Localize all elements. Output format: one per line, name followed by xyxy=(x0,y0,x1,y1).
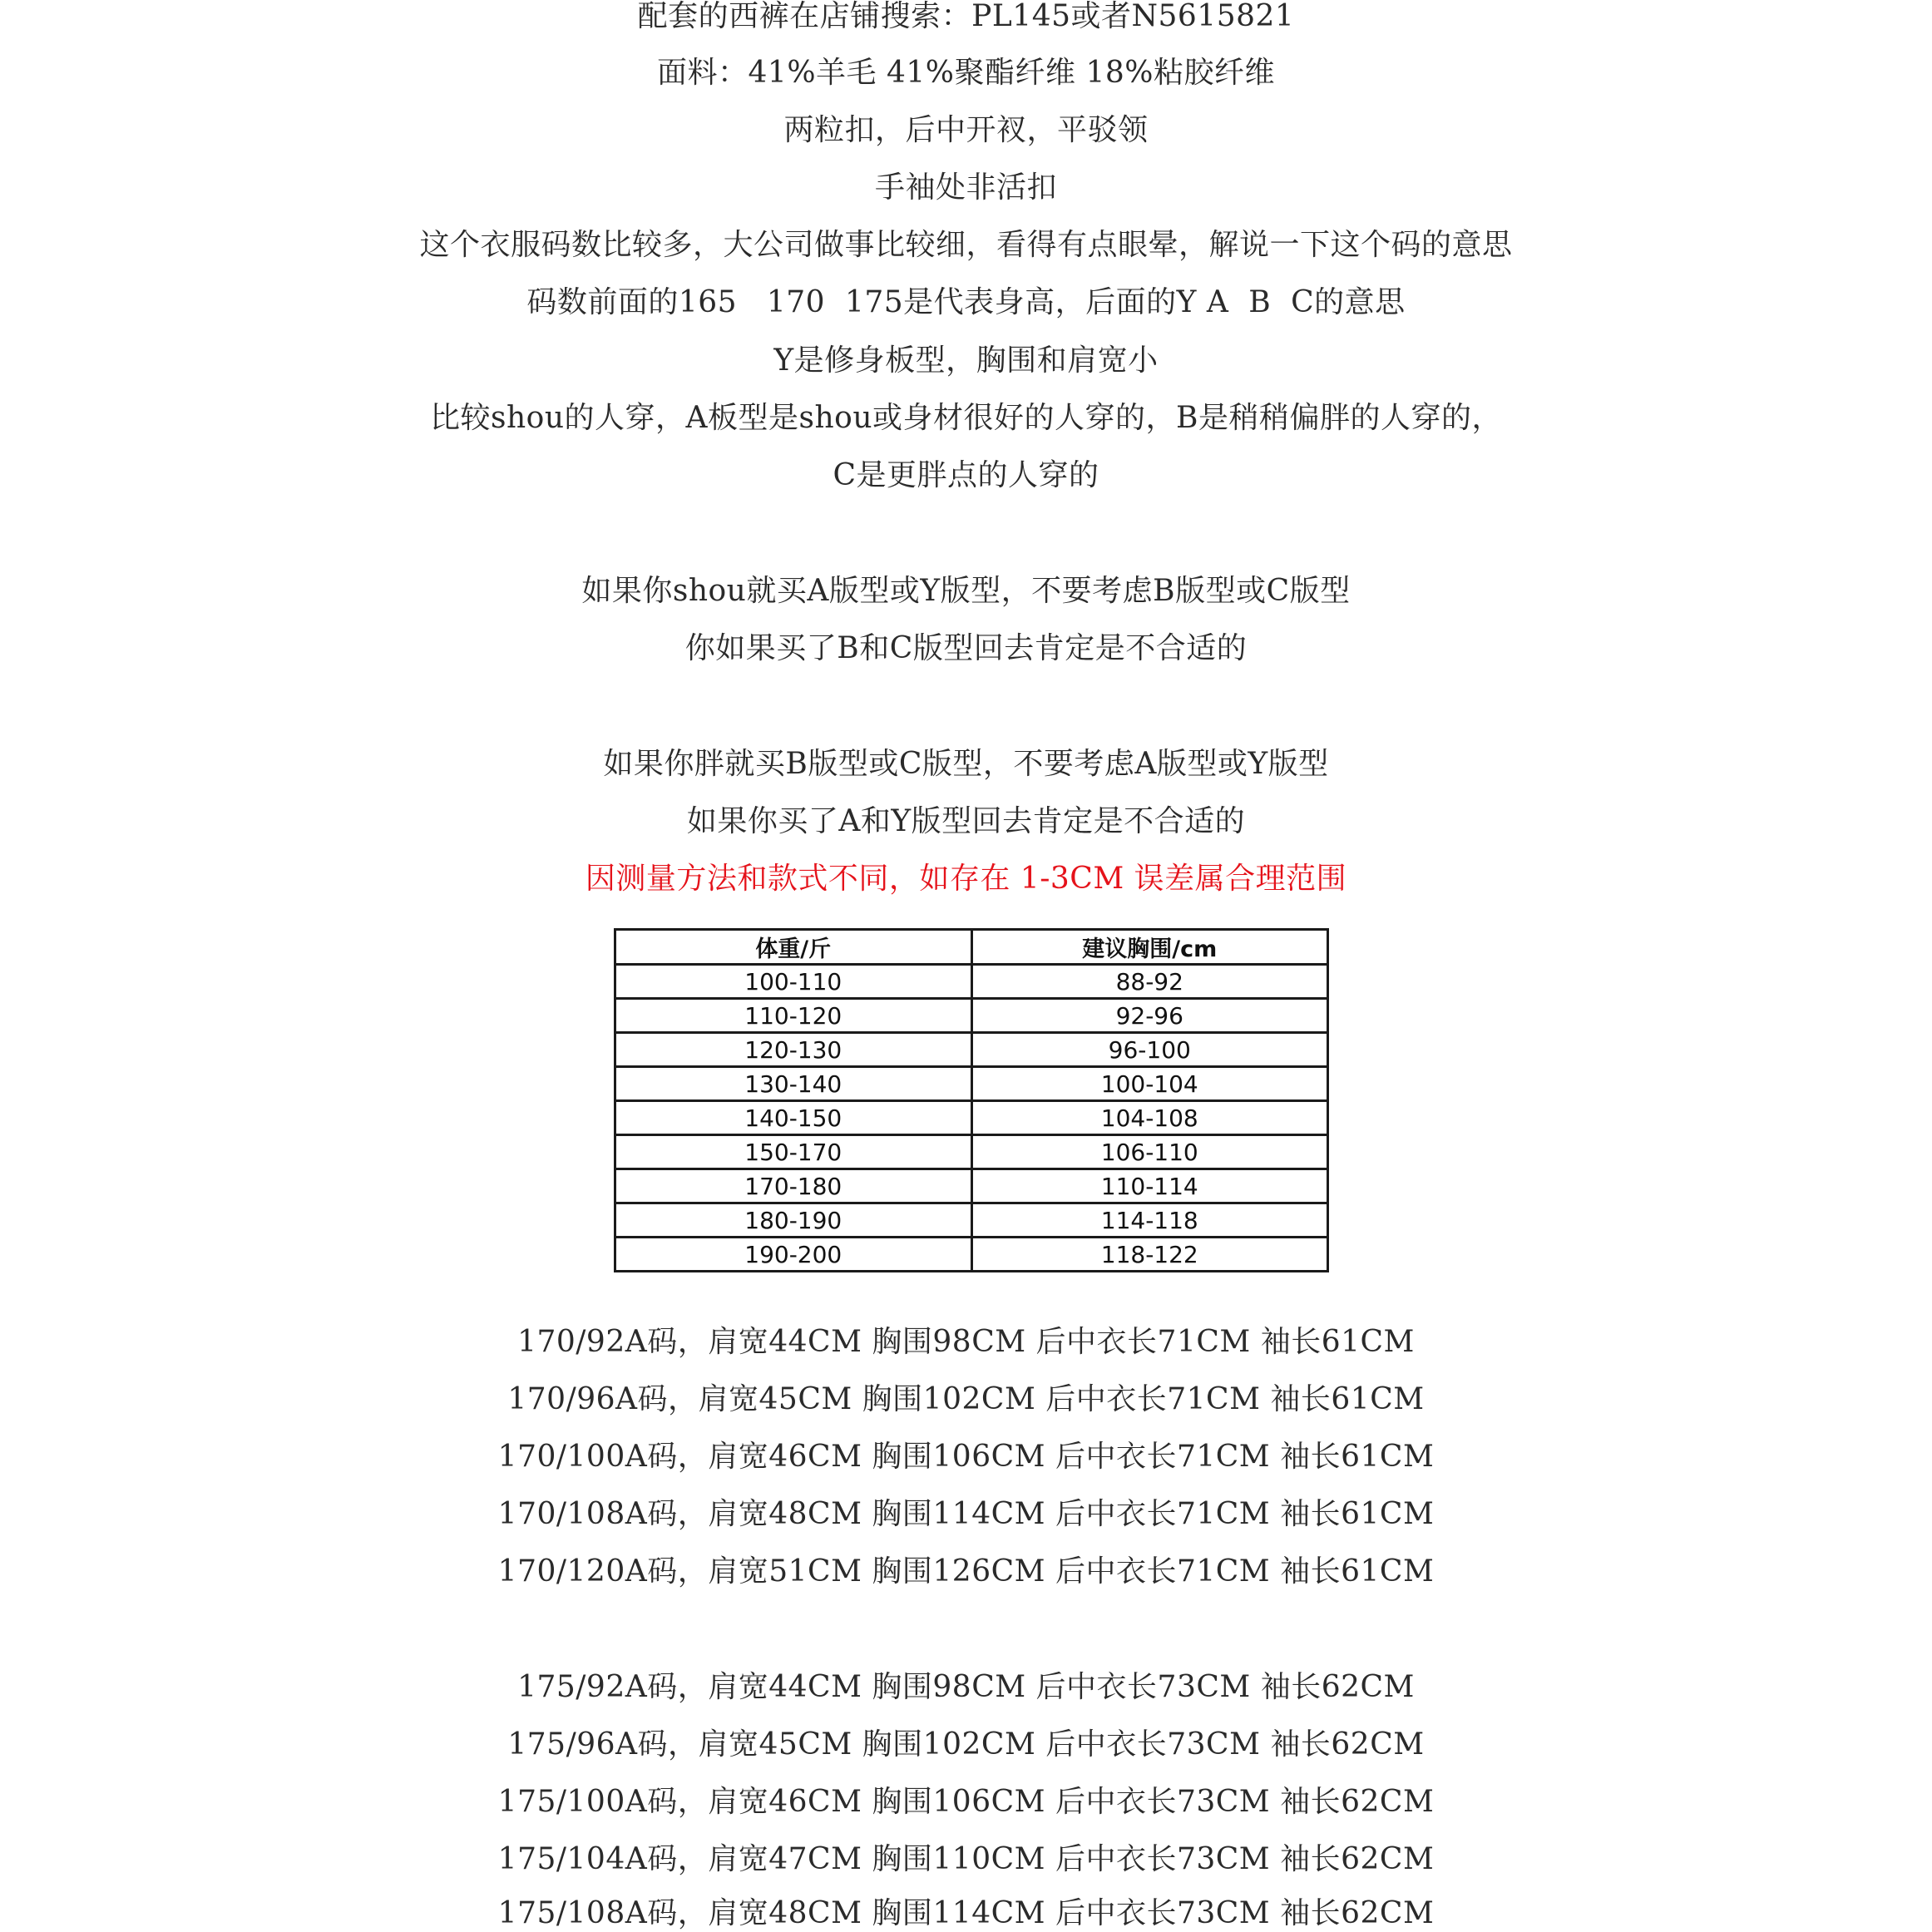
size-spec-line: 170/100A码，肩宽46CM 胸围106CM 后中衣长71CM 袖长61CM xyxy=(497,1440,1435,1474)
table-row xyxy=(615,1135,1328,1169)
chest-cell: 104-108 xyxy=(971,1101,1328,1135)
c-fit-text: C是更胖点的人穿的 xyxy=(833,458,1099,492)
weight-cell: 140-150 xyxy=(615,1101,972,1135)
table-row xyxy=(615,999,1328,1033)
weight-column-header: 体重/斤 xyxy=(615,930,972,965)
y-fit-text: Y是修身板型，胸围和肩宽小 xyxy=(773,343,1159,378)
chest-column-header: 建议胸围/cm xyxy=(971,930,1328,965)
pants-search-text: 配套的西裤在店铺搜索：PL145或者N5615821 xyxy=(637,0,1295,33)
table-header-row xyxy=(615,930,1328,965)
chest-cell: 100-104 xyxy=(971,1067,1328,1101)
chest-cell: 114-118 xyxy=(971,1203,1328,1238)
weight-cell: 100-110 xyxy=(615,965,972,999)
weight-cell: 180-190 xyxy=(615,1203,972,1238)
table-row xyxy=(615,965,1328,999)
size-intro-text: 这个衣服码数比较多，大公司做事比较细，看得有点眼晕，解说一下这个码的意思 xyxy=(419,228,1513,262)
weight-cell: 130-140 xyxy=(615,1067,972,1101)
table-row xyxy=(615,1101,1328,1135)
size-spec-line: 175/100A码，肩宽46CM 胸围106CM 后中衣长73CM 袖长62CM xyxy=(497,1785,1435,1819)
table-row xyxy=(615,1033,1328,1067)
fat-warning-text: 如果你买了A和Y版型回去肯定是不合适的 xyxy=(686,804,1246,838)
size-spec-line: 170/92A码，肩宽44CM 胸围98CM 后中衣长71CM 袖长61CM xyxy=(517,1325,1415,1359)
ab-fit-text: 比较shou的人穿，A板型是shou或身材很好的人穿的，B是稍稍偏胖的人穿的， xyxy=(430,401,1502,435)
thin-warning-text: 你如果买了B和C版型回去肯定是不合适的 xyxy=(684,631,1248,665)
sleeve-text: 手袖处非活扣 xyxy=(874,170,1057,205)
table-row xyxy=(615,1067,1328,1101)
weight-cell: 150-170 xyxy=(615,1135,972,1169)
weight-cell: 110-120 xyxy=(615,999,972,1033)
chest-cell: 88-92 xyxy=(971,965,1328,999)
weight-cell: 170-180 xyxy=(615,1169,972,1203)
fabric-text: 面料：41%羊毛 41%聚酯纤维 18%粘胶纤维 xyxy=(657,56,1275,90)
chest-cell: 96-100 xyxy=(971,1033,1328,1067)
size-spec-line: 170/96A码，肩宽45CM 胸围102CM 后中衣长71CM 袖长61CM xyxy=(507,1382,1425,1416)
chest-cell: 92-96 xyxy=(971,999,1328,1033)
size-spec-line: 175/96A码，肩宽45CM 胸围102CM 后中衣长73CM 袖长62CM xyxy=(507,1727,1425,1762)
chest-cell: 118-122 xyxy=(971,1238,1328,1272)
weight-cell: 120-130 xyxy=(615,1033,972,1067)
weight-chest-table xyxy=(614,928,1329,1272)
chest-cell: 106-110 xyxy=(971,1135,1328,1169)
table-row xyxy=(615,1203,1328,1238)
table-row xyxy=(615,1169,1328,1203)
table-row xyxy=(615,1238,1328,1272)
height-meaning-text: 码数前面的165 170 175是代表身高，后面的Y A B C的意思 xyxy=(526,285,1406,319)
size-spec-line: 175/104A码，肩宽47CM 胸围110CM 后中衣长73CM 袖长62CM xyxy=(497,1842,1435,1876)
fat-buy-advice: 如果你胖就买B版型或C版型，不要考虑A版型或Y版型 xyxy=(603,747,1329,781)
chest-cell: 110-114 xyxy=(971,1169,1328,1203)
thin-buy-advice: 如果你shou就买A版型或Y版型，不要考虑B版型或C版型 xyxy=(581,574,1351,608)
buttons-text: 两粒扣，后中开衩，平驳领 xyxy=(783,113,1149,147)
measurement-notice: 因测量方法和款式不同，如存在 1-3CM 误差属合理范围 xyxy=(585,862,1347,896)
size-spec-line: 175/92A码，肩宽44CM 胸围98CM 后中衣长73CM 袖长62CM xyxy=(517,1670,1415,1704)
weight-cell: 190-200 xyxy=(615,1238,972,1272)
size-spec-line: 170/120A码，肩宽51CM 胸围126CM 后中衣长71CM 袖长61CM xyxy=(497,1554,1435,1589)
size-spec-line: 175/108A码，肩宽48CM 胸围114CM 后中衣长73CM 袖长62CM xyxy=(497,1896,1435,1930)
size-spec-line: 170/108A码，肩宽48CM 胸围114CM 后中衣长71CM 袖长61CM xyxy=(497,1497,1435,1531)
